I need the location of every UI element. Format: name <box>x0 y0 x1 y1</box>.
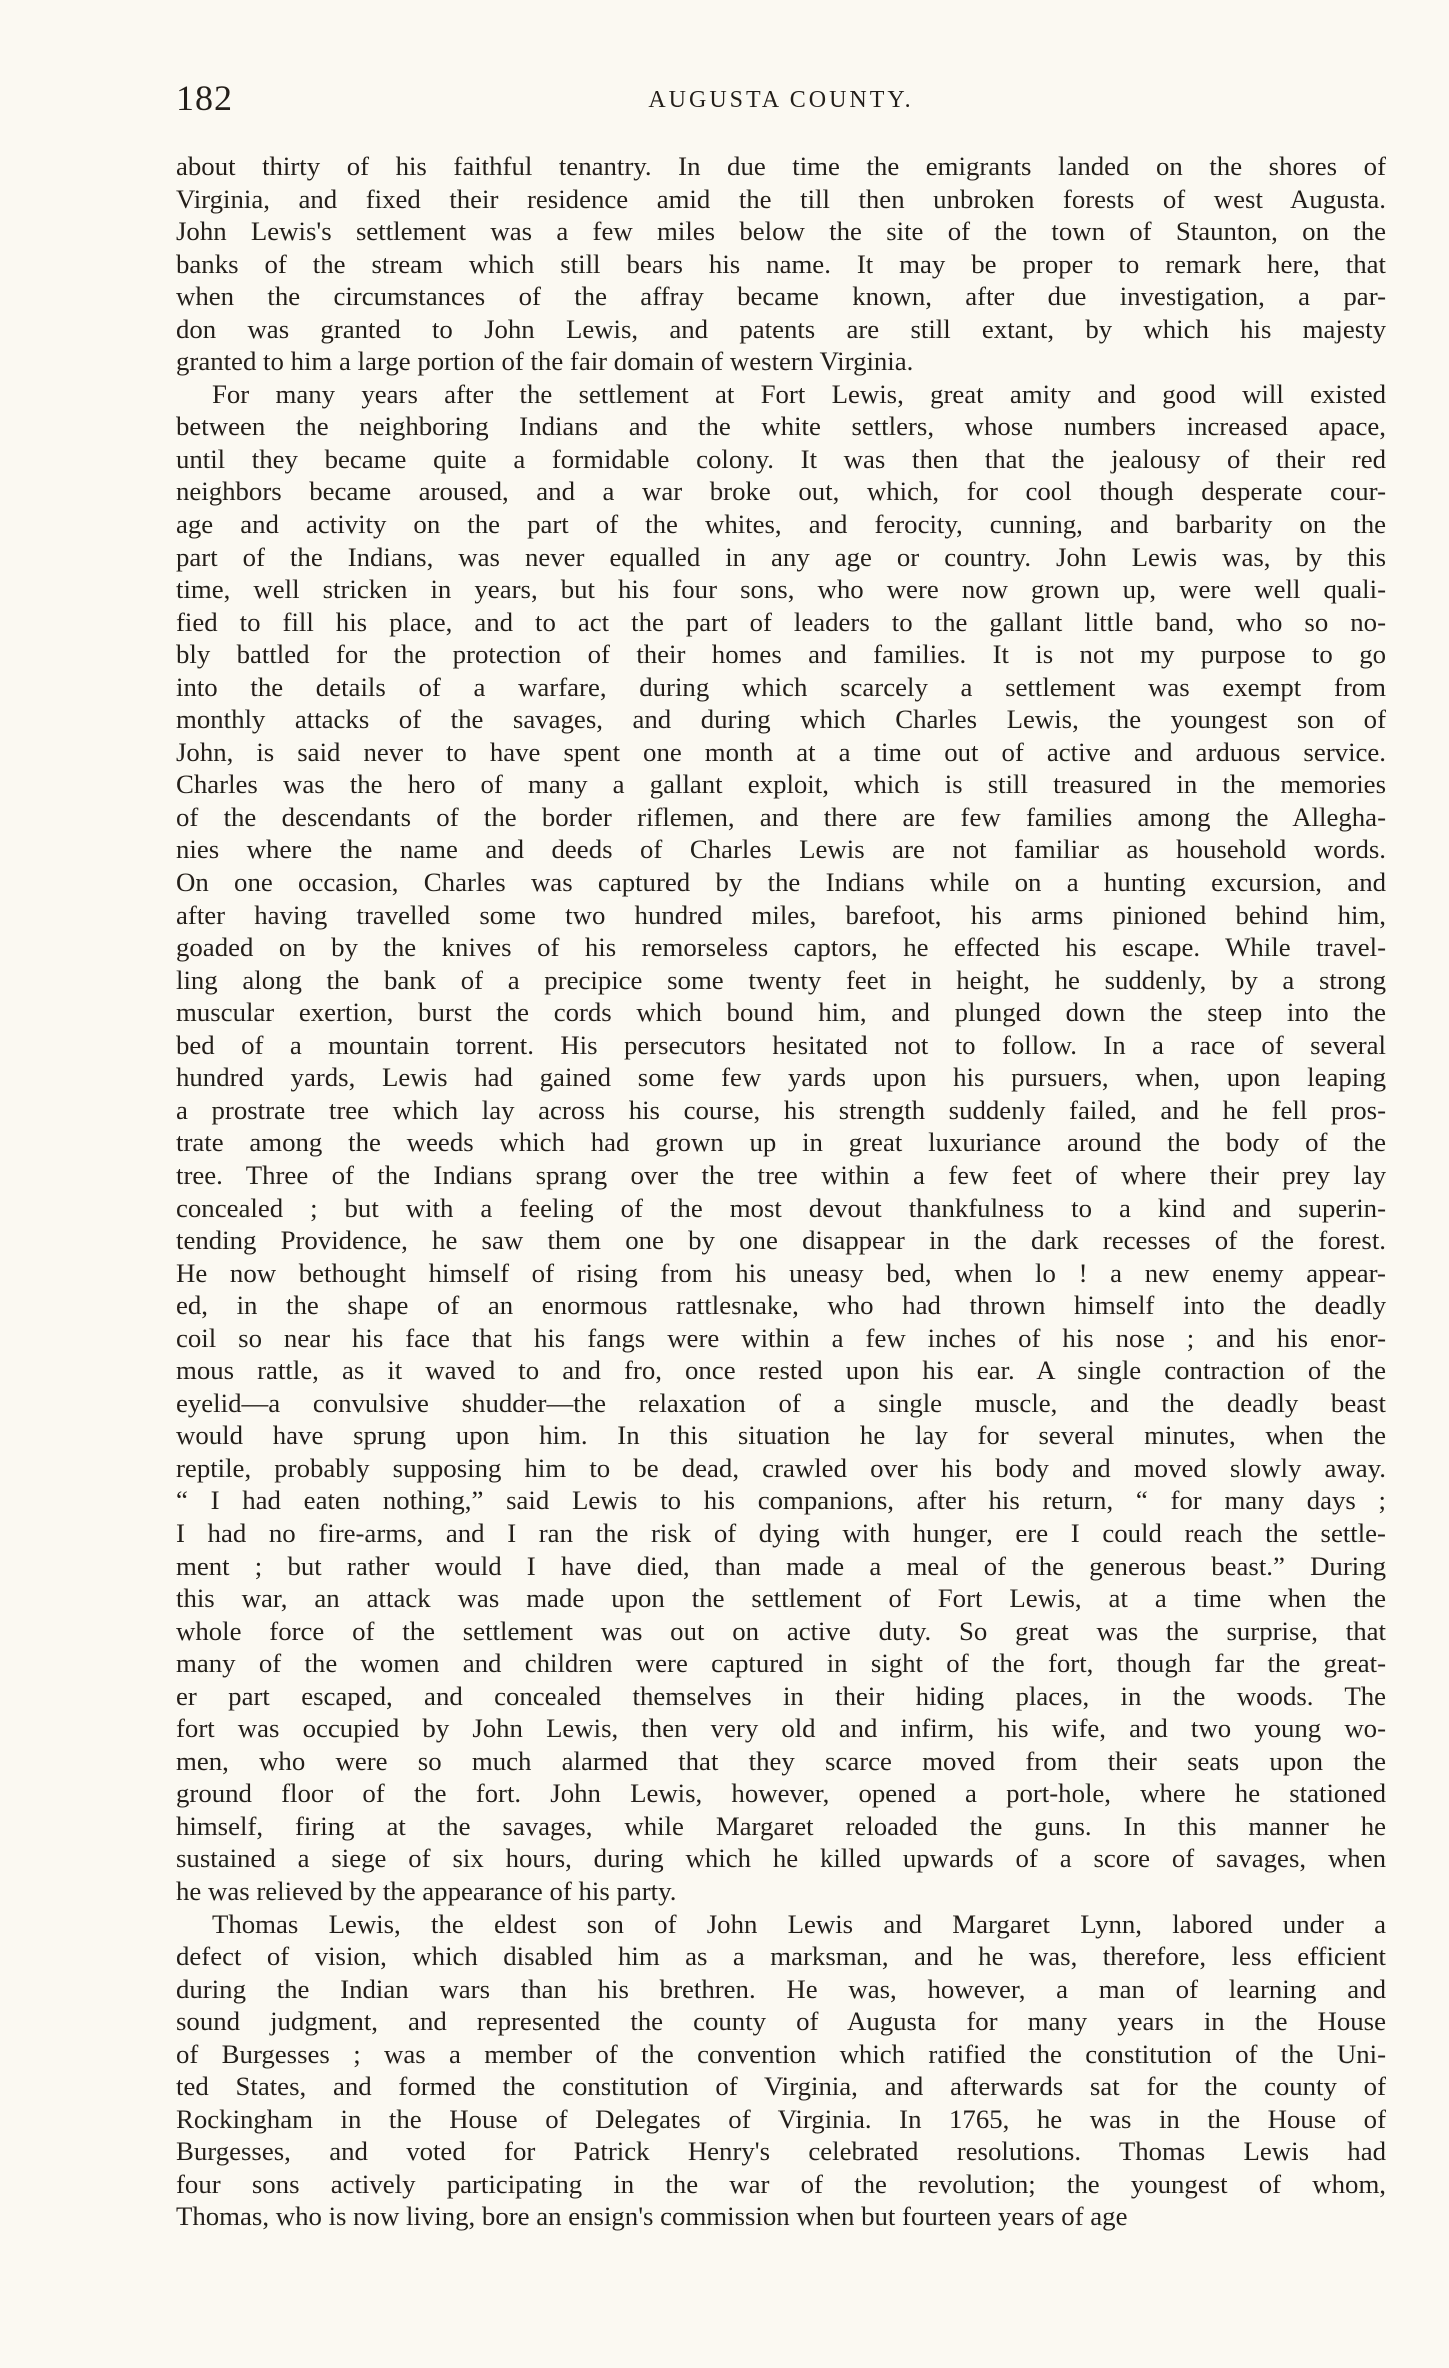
text-line: himself, firing at the savages, while Margaret reloaded the guns. In this manner he <box>176 1810 1386 1841</box>
text-line: after having travelled some two hundred miles, barefoot, his arms pinioned behind him, <box>176 899 1386 930</box>
body-text <box>176 150 1386 2233</box>
text-line: this war, an attack was made upon the settlement of Fort Lewis, at a time when the <box>176 1583 1386 1614</box>
text-line: nies where the name and deeds of Charles Lewis are not familiar as household words. <box>176 834 1386 865</box>
text-line: hundred yards, Lewis had gained some few yards upon his pursuers, when, upon leaping <box>176 1062 1386 1093</box>
text-line: age and activity on the part of the whites, and ferocity, cunning, and barbarity on the <box>176 509 1386 540</box>
text-line: Virginia, and fixed their residence amid the till then unbroken forests of west Augusta. <box>176 183 1386 214</box>
text-line: goaded on by the knives of his remorseless captors, he effected his escape. While travel- <box>176 932 1386 963</box>
text-line: until they became quite a formidable colony. It was then that the jealousy of their red <box>176 443 1386 474</box>
text-line: er part escaped, and concealed themselves in their hiding places, in the woods. The <box>176 1680 1386 1711</box>
text-line: banks of the stream which still bears his name. It may be proper to remark here, that <box>176 248 1386 279</box>
text-line: Rockingham in the House of Delegates of Virginia. In 1765, he was in the House of <box>176 2103 1386 2134</box>
text-line: trate among the weeds which had grown up in great luxuriance around the body of the <box>176 1127 1386 1158</box>
paragraph <box>176 1908 1386 2233</box>
text-line: monthly attacks of the savages, and during which Charles Lewis, the youngest son of <box>176 704 1386 735</box>
text-line: he was relieved by the appearance of his party. <box>176 1875 677 1906</box>
text-line: ling along the bank of a precipice some twenty feet in height, he suddenly, by a strong <box>176 964 1386 995</box>
text-line: reptile, probably supposing him to be dead, crawled over his body and moved slowly away. <box>176 1452 1386 1483</box>
page-number: 182 <box>176 78 233 118</box>
text-line: tending Providence, he saw them one by one disappear in the dark recesses of the forest. <box>176 1225 1386 1256</box>
text-line: about thirty of his faithful tenantry. In due time the emigrants landed on the shores of <box>176 151 1386 181</box>
text-line: Burgesses, and voted for Patrick Henry's celebrated resolutions. Thomas Lewis had <box>176 2136 1386 2167</box>
text-line: tree. Three of the Indians sprang over the tree within a few feet of where their prey lay <box>176 1159 1386 1190</box>
text-line: a prostrate tree which lay across his course, his strength suddenly failed, and he fell pros- <box>176 1094 1386 1125</box>
text-line: On one occasion, Charles was captured by the Indians while on a hunting excursion, and <box>176 867 1386 898</box>
text-line: between the neighboring Indians and the white settlers, whose numbers increased apace, <box>176 411 1386 442</box>
text-line: time, well stricken in years, but his four sons, who were now grown up, were well quali- <box>176 574 1386 605</box>
text-line: don was granted to John Lewis, and patents are still extant, by which his majesty <box>176 313 1386 344</box>
text-line: into the details of a warfare, during which scarcely a settlement was exempt from <box>176 671 1386 702</box>
text-line: ment ; but rather would I have died, than made a meal of the generous beast.” During <box>176 1550 1386 1581</box>
running-head: AUGUSTA COUNTY. <box>648 87 914 113</box>
text-line: John Lewis's settlement was a few miles below the site of the town of Staunton, on the <box>176 216 1386 247</box>
text-line: fied to fill his place, and to act the part of leaders to the gallant little band, who so no- <box>176 606 1386 637</box>
text-line: I had no fire-arms, and I ran the risk of dying with hunger, ere I could reach the settle- <box>176 1517 1386 1548</box>
text-line: Thomas, who is now living, bore an ensign's commission when but fourteen years of age <box>176 2201 1128 2232</box>
text-line: bly battled for the protection of their homes and families. It is not my purpose to go <box>176 639 1386 670</box>
text-line: ground floor of the fort. John Lewis, however, opened a port-hole, where he stationed <box>176 1778 1386 1809</box>
text-line: during the Indian wars than his brethren. He was, however, a man of learning and <box>176 1973 1386 2004</box>
text-line: ed, in the shape of an enormous rattlesnake, who had thrown himself into the deadly <box>176 1290 1386 1321</box>
text-line: mous rattle, as it waved to and fro, once rested upon his ear. A single contraction of the <box>176 1355 1386 1386</box>
text-line: ted States, and formed the constitution of Virginia, and afterwards sat for the county of <box>176 2071 1386 2102</box>
page-header <box>176 76 1386 120</box>
text-line: many of the women and children were captured in sight of the fort, though far the great- <box>176 1648 1386 1679</box>
text-line: men, who were so much alarmed that they scarce moved from their seats upon the <box>176 1745 1386 1776</box>
text-line: For many years after the settlement at Fort Lewis, great amity and good will existed <box>212 378 1386 409</box>
text-line: John, is said never to have spent one month at a time out of active and arduous service. <box>176 736 1386 767</box>
text-line: would have sprung upon him. In this situation he lay for several minutes, when the <box>176 1420 1386 1451</box>
text-line: when the circumstances of the affray became known, after due investigation, a par- <box>176 281 1386 312</box>
text-line: part of the Indians, was never equalled in any age or country. John Lewis was, by this <box>176 541 1386 572</box>
text-line: whole force of the settlement was out on active duty. So great was the surprise, that <box>176 1615 1386 1646</box>
text-line: muscular exertion, burst the cords which bound him, and plunged down the steep into the <box>176 997 1386 1028</box>
text-line: of Burgesses ; was a member of the convention which ratified the constitution of the Uni- <box>176 2038 1386 2069</box>
text-line: fort was occupied by John Lewis, then very old and infirm, his wife, and two young wo- <box>176 1713 1386 1744</box>
text-line: bed of a mountain torrent. His persecutors hesitated not to follow. In a race of several <box>176 1029 1386 1060</box>
text-line: He now bethought himself of rising from his uneasy bed, when lo ! a new enemy appear- <box>176 1257 1386 1288</box>
text-line: of the descendants of the border riflemen, and there are few families among the Allegha- <box>176 801 1386 832</box>
text-line: eyelid—a convulsive shudder—the relaxation of a single muscle, and the deadly beast <box>176 1387 1386 1418</box>
text-line: Charles was the hero of many a gallant exploit, which is still treasured in the memories <box>176 769 1386 800</box>
text-line: coil so near his face that his fangs were within a few inches of his nose ; and his enor- <box>176 1322 1386 1353</box>
text-line: “ I had eaten nothing,” said Lewis to his companions, after his return, “ for many days ; <box>176 1485 1386 1516</box>
text-line: granted to him a large portion of the fair domain of western Virginia. <box>176 346 914 377</box>
paragraph <box>176 150 1386 378</box>
text-line: Thomas Lewis, the eldest son of John Lewis and Margaret Lynn, labored under a <box>212 1908 1386 1939</box>
text-line: four sons actively participating in the war of the revolution; the youngest of whom, <box>176 2168 1386 2199</box>
paragraph <box>176 378 1386 1908</box>
text-line: concealed ; but with a feeling of the most devout thankfulness to a kind and superin- <box>176 1192 1386 1223</box>
text-line: sound judgment, and represented the county of Augusta for many years in the House <box>176 2006 1386 2037</box>
text-line: sustained a siege of six hours, during which he killed upwards of a score of savages, when <box>176 1843 1386 1874</box>
text-line: neighbors became aroused, and a war broke out, which, for cool though desperate cour- <box>176 476 1386 507</box>
text-line: defect of vision, which disabled him as a marksman, and he was, therefore, less efficient <box>176 1941 1386 1972</box>
